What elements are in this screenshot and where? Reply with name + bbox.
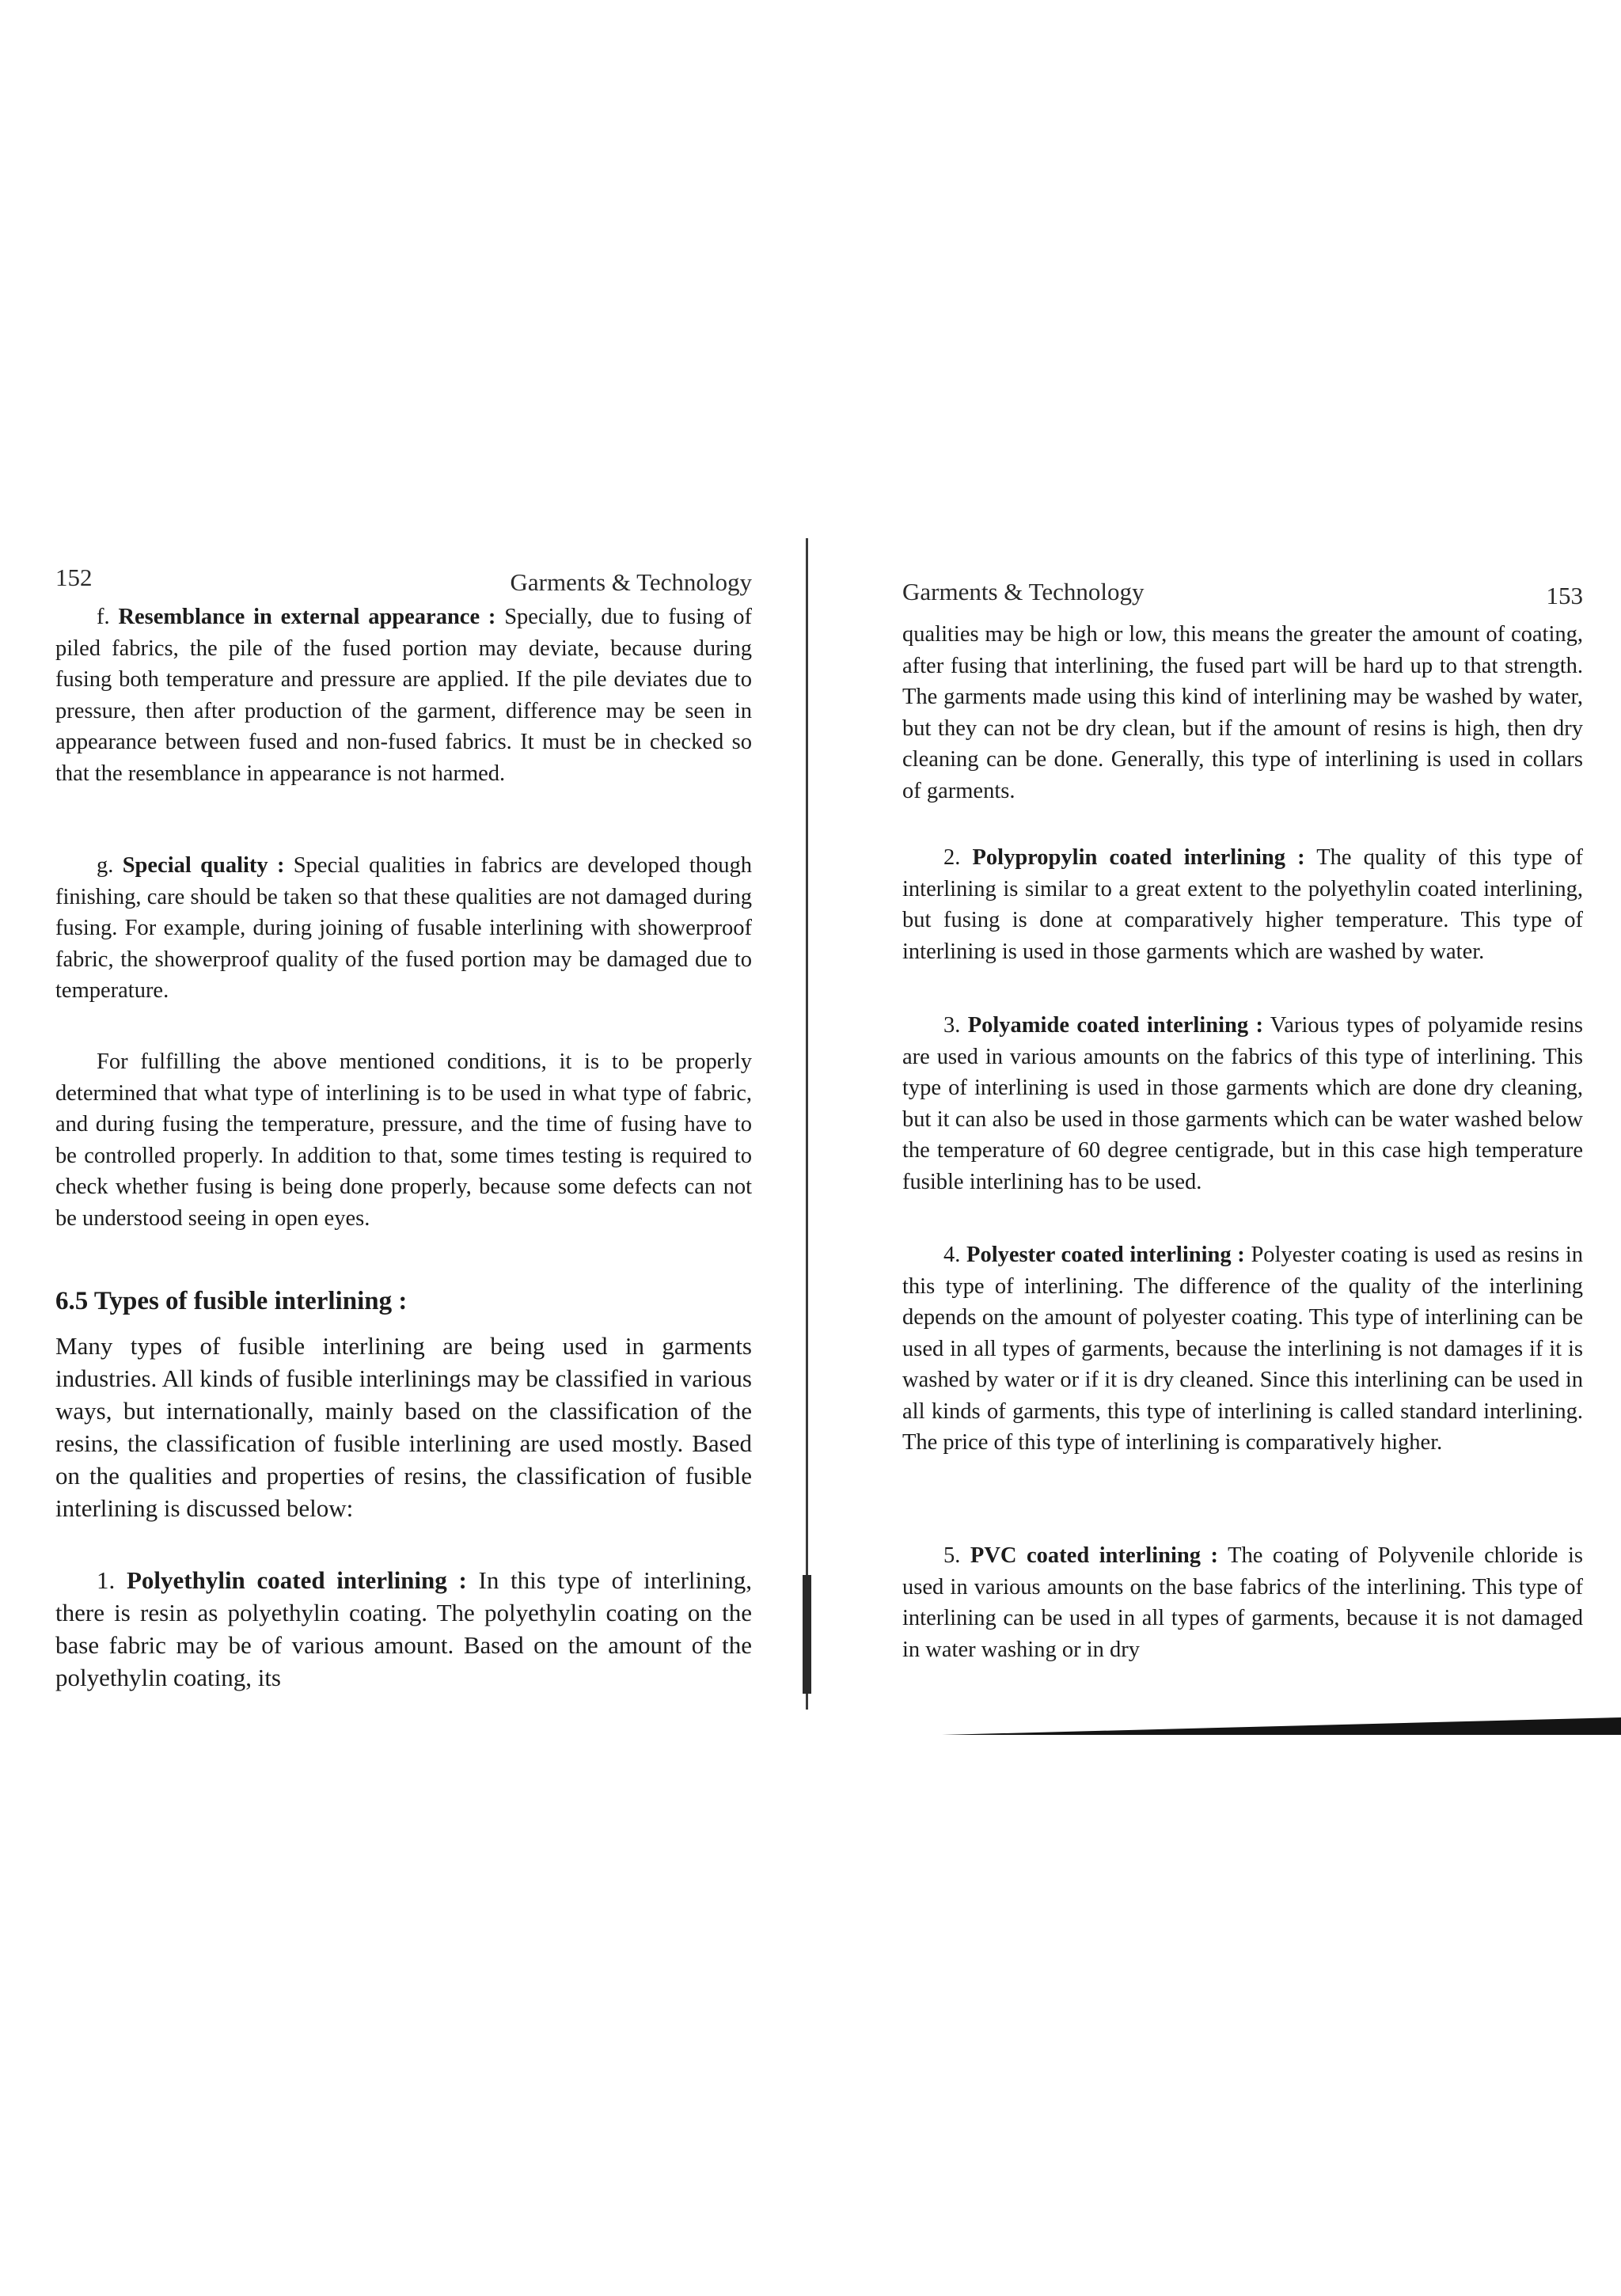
item-3-text: Various types of polyamide resins are used in various amounts on the fabrics of this type of interlining. This type of interlining is used in those garments which are done dry cleaning, but it can also be used in those garments which can be water washed below the temperature of 60 degree centigrade, but in this case high temperature fusible interlining has to be used. — [902, 1013, 1583, 1194]
page-number-right: 153 — [1546, 582, 1583, 609]
binding-shadow — [803, 1575, 811, 1694]
item-g-text: Special qualities in fabrics are developed though finishing, care should be taken so that these qualities are not damaged during fusing. For example, during joining of fusable interlining with showerproof fabric, the showerproof quality of the fused portion may be damaged due to temperature. — [55, 853, 752, 1003]
item-g-marker: g. — [97, 853, 114, 878]
item-4-text: Polyester coating is used as resins in this type of interlining. The difference of the quality of the interlining depends on the amount of polyester coating. This type of interlining can be used in all types of garments, because the interlining is not damages if it is washed by water or if it is dry cleaned. Since this interlining can be used in all kinds of garments, this type of interlining is called standard interlining. The price of this type of interlining is comparatively higher. — [902, 1243, 1584, 1455]
scan-edge-shadow — [942, 1717, 1621, 1735]
item-2-heading: Polypropylin coated interlining : — [972, 845, 1305, 870]
item-3-marker: 3. — [943, 1013, 961, 1038]
item-5-marker: 5. — [943, 1543, 961, 1568]
item-4-paragraph — [902, 1239, 1583, 1459]
item-5-paragraph — [902, 1540, 1583, 1665]
item-g-paragraph — [55, 850, 752, 1007]
page-number-left: 152 — [55, 564, 93, 591]
running-header-left: Garments & Technology — [510, 568, 752, 596]
item-3-paragraph — [902, 1010, 1583, 1197]
section-intro — [55, 1330, 752, 1524]
item-f-paragraph — [55, 602, 752, 789]
item-2-marker: 2. — [943, 845, 961, 870]
item-1-marker: 1. — [97, 1566, 116, 1594]
section-heading: 6.5 Types of fusible interlining : — [55, 1287, 408, 1315]
item-f-text: Specially, due to fusing of piled fabrics, the pile of the fused portion may deviate, because during fusing both temperature and pressure are applied. If the pile deviates due to pressure, then after production of the garment, difference may be seen in appearance between fused and non-fused fabrics. It must be in checked so that the resemblance in appearance is not harmed. — [55, 605, 753, 786]
conditions-paragraph — [55, 1046, 752, 1234]
item-f-marker: f. — [97, 605, 110, 629]
item-4-marker: 4. — [943, 1243, 961, 1267]
conditions-text: For fulfilling the above mentioned conditions, it is to be properly determined that what type of interlining is to be used in what type of fabric, and during fusing the temperature, pressure, and the time of fusing have to be controlled properly. In addition to that, some times testing is required to check whether fusing is being done properly, because some defects can not be understood seeing in open eyes. — [55, 1049, 752, 1231]
item-2-text: The quality of this type of interlining is similar to a great extent to the polyethylin coated interlining, but fusing is done at comparatively higher temperature. This type of interlining is used in those garments which are washed by water. — [902, 845, 1583, 964]
item-1-text: In this type of interlining, there is resin as polyethylin coating. The polyethylin coating on the base fabric may be of various amount. Based on the amount of the polyethylin coating, its — [55, 1566, 753, 1691]
item-3-heading: Polyamide coated interlining : — [967, 1013, 1263, 1038]
item-g-heading: Special quality : — [122, 853, 285, 878]
item-1-heading: Polyethylin coated interlining : — [126, 1566, 467, 1594]
continuation-text: qualities may be high or low, this means the greater the amount of coating, after fusing that interlining, the fused part will be hard up to that strength. The garments made using this kind of interlining may be washed by water, but they can not be dry clean, but if the amount of resins is high, then dry cleaning can be done. Generally, this type of interlining is used in collars of garments. — [902, 622, 1583, 803]
item-1-paragraph — [55, 1564, 752, 1694]
item-2-paragraph — [902, 842, 1583, 967]
item-4-heading: Polyester coated interlining : — [966, 1243, 1245, 1267]
item-5-text: The coating of Polyvenile chloride is used in various amounts on the base fabrics of the interlining. This type of interlining can be used in all types of garments, because it is not damaged in water washing or in dry — [902, 1543, 1583, 1662]
page-gutter — [806, 538, 808, 1710]
continuation-paragraph — [902, 619, 1583, 806]
section-intro-text: Many types of fusible interlining are being used in garments industries. All kinds of fusible interlinings may be classified in various ways, but internationally, mainly based on the classification of the resins, the classification of fusible interlining are used mostly. Based on the qualities and properties of resins, the classification of fusible interlining is discussed below: — [55, 1332, 752, 1522]
running-header-right: Garments & Technology — [902, 578, 1145, 605]
item-5-heading: PVC coated interlining : — [970, 1543, 1219, 1568]
item-f-heading: Resemblance in external appearance : — [118, 605, 496, 629]
